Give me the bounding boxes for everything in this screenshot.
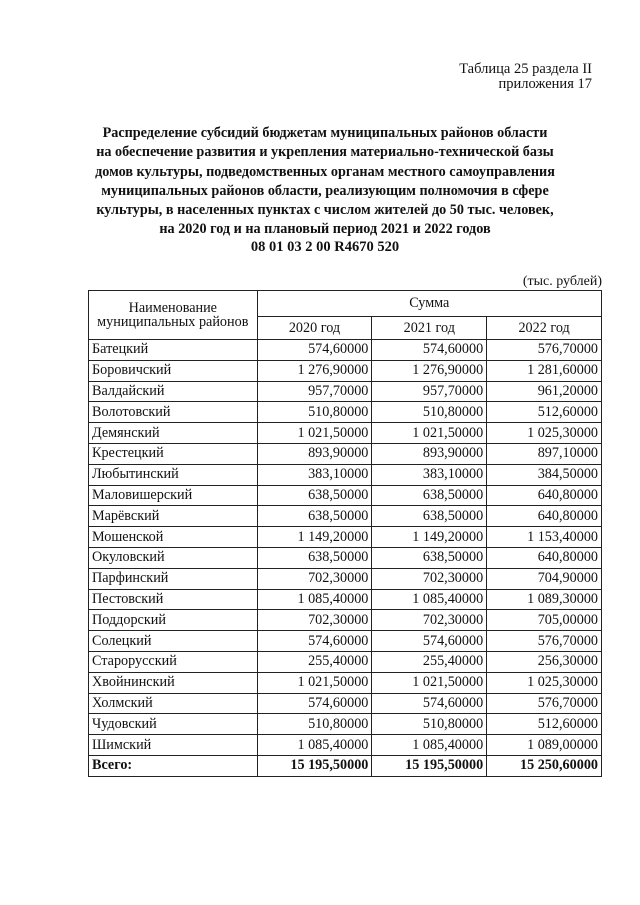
district-name-cell: Крестецкий bbox=[89, 443, 258, 464]
value-2020-cell: 510,80000 bbox=[257, 714, 372, 735]
value-2021-cell: 957,70000 bbox=[372, 381, 487, 402]
table-row bbox=[89, 547, 602, 568]
value-2021-cell: 255,40000 bbox=[372, 651, 487, 672]
table-row bbox=[89, 589, 602, 610]
value-2021-cell: 702,30000 bbox=[372, 568, 487, 589]
value-2021-cell: 574,60000 bbox=[372, 340, 487, 361]
district-name-cell: Валдайский bbox=[89, 381, 258, 402]
district-name-cell: Мошенской bbox=[89, 527, 258, 548]
value-2020-cell: 1 021,50000 bbox=[257, 423, 372, 444]
title-line: на обеспечение развития и укрепления материально-технической базы bbox=[96, 144, 554, 161]
table-row bbox=[89, 568, 602, 589]
value-2021-cell: 702,30000 bbox=[372, 610, 487, 631]
value-2022-cell: 1 153,40000 bbox=[487, 527, 602, 548]
value-2022-cell: 961,20000 bbox=[487, 381, 602, 402]
value-2022-cell: 705,00000 bbox=[487, 610, 602, 631]
value-2021-cell: 1 085,40000 bbox=[372, 589, 487, 610]
table-row bbox=[89, 631, 602, 652]
column-header-2021: 2021 год bbox=[372, 317, 487, 340]
district-name-cell: Батецкий bbox=[89, 340, 258, 361]
district-name-cell: Марёвский bbox=[89, 506, 258, 527]
table-row bbox=[89, 610, 602, 631]
value-2022-cell: 384,50000 bbox=[487, 464, 602, 485]
title-line: домов культуры, подведомственных органам местного самоуправления bbox=[95, 163, 555, 180]
value-2020-cell: 638,50000 bbox=[257, 485, 372, 506]
value-2020-cell: 1 276,90000 bbox=[257, 360, 372, 381]
table-row bbox=[89, 402, 602, 423]
value-2021-cell: 510,80000 bbox=[372, 714, 487, 735]
table-row bbox=[89, 464, 602, 485]
district-name-cell: Любытинский bbox=[89, 464, 258, 485]
value-2020-cell: 1 085,40000 bbox=[257, 589, 372, 610]
value-2020-cell: 574,60000 bbox=[257, 340, 372, 361]
budget-classification-code: 08 01 03 2 00 R4670 520 bbox=[250, 239, 400, 255]
table-row bbox=[89, 340, 602, 361]
column-header-2022: 2022 год bbox=[487, 317, 602, 340]
value-2020-cell: 957,70000 bbox=[257, 381, 372, 402]
district-name-cell: Пестовский bbox=[89, 589, 258, 610]
district-name-cell: Демянский bbox=[89, 423, 258, 444]
value-2021-cell: 15 195,50000 bbox=[372, 755, 487, 776]
district-name-cell: Окуловский bbox=[89, 547, 258, 568]
table-row bbox=[89, 714, 602, 735]
title-line: на 2020 год и на плановый период 2021 и 2022 годов bbox=[159, 221, 491, 238]
value-2021-cell: 574,60000 bbox=[372, 693, 487, 714]
value-2021-cell: 1 021,50000 bbox=[372, 423, 487, 444]
value-2020-cell: 702,30000 bbox=[257, 568, 372, 589]
district-name-cell: Маловишерский bbox=[89, 485, 258, 506]
district-name-cell: Солецкий bbox=[89, 631, 258, 652]
column-header-name: Наименование муниципальных районов bbox=[89, 291, 258, 340]
district-name-cell: Холмский bbox=[89, 693, 258, 714]
district-name-cell: Всего: bbox=[89, 755, 258, 776]
table-reference-line-1: Таблица 25 раздела II bbox=[459, 61, 592, 77]
value-2020-cell: 1 149,20000 bbox=[257, 527, 372, 548]
value-2022-cell: 640,80000 bbox=[487, 547, 602, 568]
value-2021-cell: 893,90000 bbox=[372, 443, 487, 464]
value-2020-cell: 15 195,50000 bbox=[257, 755, 372, 776]
table-body bbox=[89, 340, 602, 777]
document-title bbox=[60, 124, 590, 240]
value-2020-cell: 574,60000 bbox=[257, 631, 372, 652]
total-row bbox=[89, 755, 602, 776]
table-row bbox=[89, 506, 602, 527]
value-2022-cell: 576,70000 bbox=[487, 631, 602, 652]
title-line: Распределение субсидий бюджетам муниципальных районов области bbox=[102, 125, 548, 141]
district-name-cell: Чудовский bbox=[89, 714, 258, 735]
value-2022-cell: 1 025,30000 bbox=[487, 423, 602, 444]
value-2020-cell: 1 085,40000 bbox=[257, 735, 372, 756]
table-row bbox=[89, 381, 602, 402]
value-2020-cell: 638,50000 bbox=[257, 547, 372, 568]
value-2022-cell: 256,30000 bbox=[487, 651, 602, 672]
value-2022-cell: 512,60000 bbox=[487, 402, 602, 423]
value-2022-cell: 1 281,60000 bbox=[487, 360, 602, 381]
table-row bbox=[89, 693, 602, 714]
district-name-cell: Волотовский bbox=[89, 402, 258, 423]
value-2022-cell: 640,80000 bbox=[487, 485, 602, 506]
district-name-cell: Поддорский bbox=[89, 610, 258, 631]
title-line: культуры, в населенных пунктах с числом жителей до 50 тыс. человек, bbox=[96, 202, 554, 219]
table-row bbox=[89, 651, 602, 672]
value-2021-cell: 638,50000 bbox=[372, 506, 487, 527]
value-2020-cell: 383,10000 bbox=[257, 464, 372, 485]
value-2022-cell: 1 089,00000 bbox=[487, 735, 602, 756]
table-row bbox=[89, 672, 602, 693]
table-row bbox=[89, 423, 602, 444]
subsidy-table bbox=[88, 290, 602, 777]
value-2021-cell: 1 021,50000 bbox=[372, 672, 487, 693]
district-name-cell: Шимский bbox=[89, 735, 258, 756]
value-2020-cell: 574,60000 bbox=[257, 693, 372, 714]
value-2022-cell: 704,90000 bbox=[487, 568, 602, 589]
value-2022-cell: 576,70000 bbox=[487, 340, 602, 361]
table-row bbox=[89, 443, 602, 464]
table-row bbox=[89, 527, 602, 548]
table-row bbox=[89, 360, 602, 381]
title-line: муниципальных районов области, реализующим полномочия в сфере bbox=[101, 182, 549, 199]
value-2021-cell: 383,10000 bbox=[372, 464, 487, 485]
value-2022-cell: 15 250,60000 bbox=[487, 755, 602, 776]
value-2021-cell: 510,80000 bbox=[372, 402, 487, 423]
table-reference-line-2: приложения 17 bbox=[498, 76, 592, 92]
value-2021-cell: 1 276,90000 bbox=[372, 360, 487, 381]
value-2020-cell: 702,30000 bbox=[257, 610, 372, 631]
district-name-cell: Хвойнинский bbox=[89, 672, 258, 693]
value-2022-cell: 1 089,30000 bbox=[487, 589, 602, 610]
value-2022-cell: 640,80000 bbox=[487, 506, 602, 527]
value-2020-cell: 893,90000 bbox=[257, 443, 372, 464]
value-2021-cell: 1 085,40000 bbox=[372, 735, 487, 756]
value-2021-cell: 1 149,20000 bbox=[372, 527, 487, 548]
value-2021-cell: 574,60000 bbox=[372, 631, 487, 652]
value-2020-cell: 510,80000 bbox=[257, 402, 372, 423]
value-2021-cell: 638,50000 bbox=[372, 547, 487, 568]
column-header-sum: Сумма bbox=[257, 291, 601, 317]
district-name-cell: Старорусский bbox=[89, 651, 258, 672]
value-2022-cell: 1 025,30000 bbox=[487, 672, 602, 693]
table-reference-note bbox=[459, 62, 592, 92]
value-2020-cell: 638,50000 bbox=[257, 506, 372, 527]
table-row bbox=[89, 485, 602, 506]
value-2021-cell: 638,50000 bbox=[372, 485, 487, 506]
value-2022-cell: 576,70000 bbox=[487, 693, 602, 714]
district-name-cell: Парфинский bbox=[89, 568, 258, 589]
table-row bbox=[89, 735, 602, 756]
district-name-cell: Боровичский bbox=[89, 360, 258, 381]
units-label: (тыс. рублей) bbox=[522, 274, 602, 289]
column-header-2020: 2020 год bbox=[257, 317, 372, 340]
value-2020-cell: 255,40000 bbox=[257, 651, 372, 672]
value-2022-cell: 897,10000 bbox=[487, 443, 602, 464]
value-2022-cell: 512,60000 bbox=[487, 714, 602, 735]
value-2020-cell: 1 021,50000 bbox=[257, 672, 372, 693]
